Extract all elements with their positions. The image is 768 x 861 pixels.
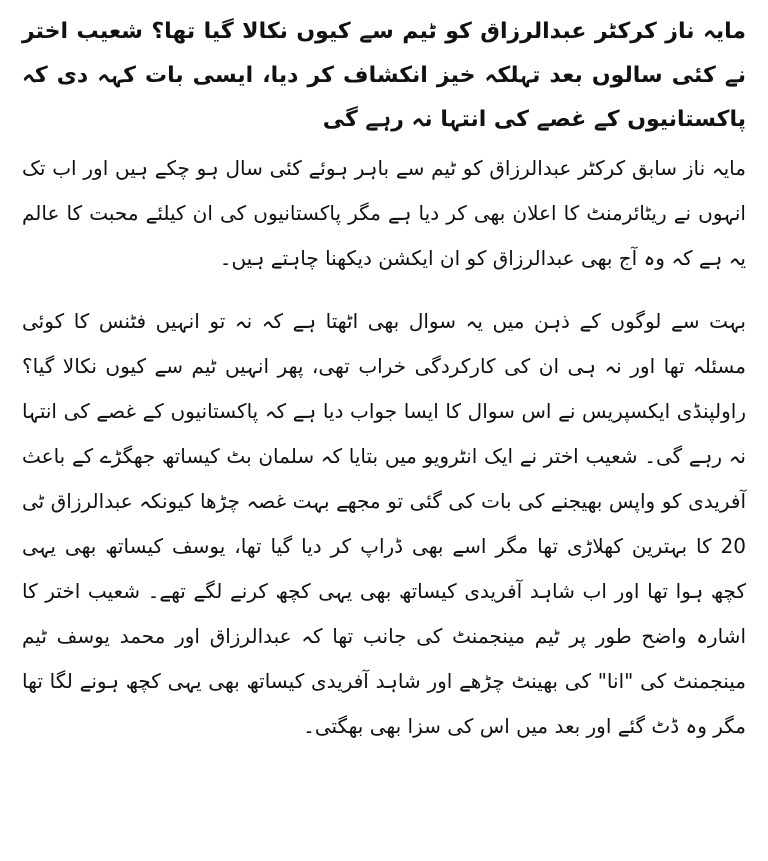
article-paragraph-body: بہت سے لوگوں کے ذہن میں یہ سوال بھی اٹھتا ہے کہ نہ تو انہیں فٹنس کا کوئی مسئلہ تھا اور نہ ہی ان کی کارکردگی خراب تھی، پھر انہیں ٹیم سے کیوں نکالا گیا؟ راولپنڈی ایکسپریس نے اس سوال کا ایسا جواب دیا ہے کہ پاکستانیوں کے غصے کی انتہا نہ رہے گی۔ شعیب اختر نے ایک انٹرویو میں بتایا کہ سلمان بٹ کیساتھ جھگڑے کے باعث آفریدی کو واپس بھیجنے کی بات کی گئی تو مجھے بہت غصہ چڑھا کیونکہ عبدالرزاق ٹی 20 کا بہترین کھلاڑی تھا مگر اسے بھی ڈراپ کر دیا گیا تھا، یوسف کیساتھ بھی یہی کچھ ہوا تھا اور اب شاہد آفریدی کیساتھ بھی یہی کچھ کرنے لگے تھے۔ شعیب اختر کا اشارہ واضح طور پر ٹیم مینجمنٹ کی جانب تھا کہ عبدالرزاق اور محمد یوسف ٹیم مینجمنٹ کی "انا" کی بھینٹ چڑھے اور شاہد آفریدی کیساتھ بھی یہی کچھ ہونے لگا تھا مگر وہ ڈٹ گئے اور بعد میں اس کی سزا بھی بھگتی۔ — [22, 309, 746, 738]
article-paragraph-intro: مایہ ناز سابق کرکٹر عبدالرزاق کو ٹیم سے باہر ہوئے کئی سال ہو چکے ہیں اور اب تک انہوں نے ریٹائرمنٹ کا اعلان بھی کر دیا ہے مگر پاکستانیوں کی ان کیلئے محبت کا عالم یہ ہے کہ وہ آج بھی عبدالرزاق کو ان ایکشن دیکھنا چاہتے ہیں۔ — [22, 156, 746, 270]
article-headline: مایہ ناز کرکٹر عبدالرزاق کو ٹیم سے کیوں نکالا گیا تھا؟ شعیب اختر نے کئی سالوں بعد تہلکہ خیز انکشاف کر دیا، ایسی بات کہہ دی کہ پاکستانیوں کے غصے کی انتہا نہ رہے گی — [22, 19, 746, 132]
